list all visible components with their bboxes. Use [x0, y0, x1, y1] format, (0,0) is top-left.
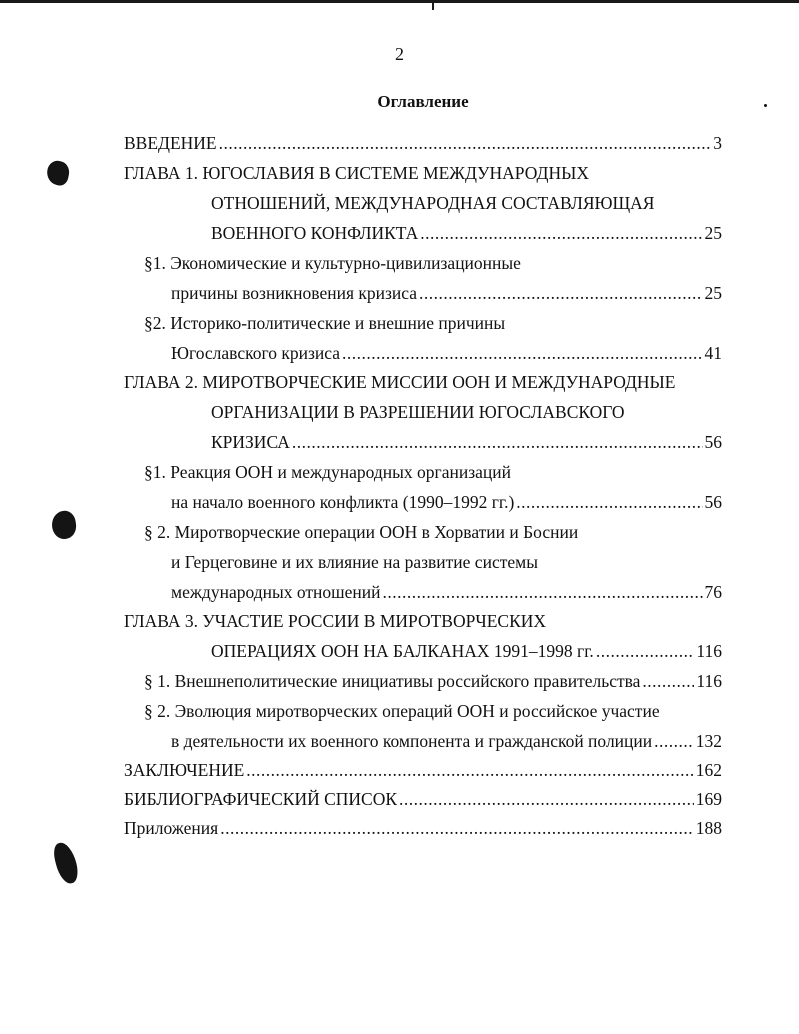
toc-leader	[211, 427, 722, 457]
toc-leader	[171, 487, 722, 517]
toc-chapter-1-line-1	[0, 158, 799, 188]
toc-entry-title: ГЛАВА 3. УЧАСТИЕ РОССИИ В МИРОТВОРЧЕСКИХ	[124, 611, 547, 631]
toc-entry-title: Югославского кризиса	[171, 343, 340, 363]
toc-entry-title: в деятельности их военного компонента и гражданской полиции	[171, 731, 653, 751]
toc-entry-title: ВВЕДЕНИЕ	[124, 133, 217, 153]
dot-leader	[419, 278, 702, 308]
toc-entry-title: и Герцеговине и их влияние на развитие системы	[171, 552, 538, 572]
toc-page-number: 116	[696, 641, 722, 661]
toc-page-number: 116	[696, 671, 722, 691]
toc-entry-title: ОРГАНИЗАЦИИ В РАЗРЕШЕНИИ ЮГОСЛАВСКОГО	[211, 402, 625, 422]
toc-leader	[171, 338, 722, 368]
toc-section-1-2-line-2	[0, 338, 799, 368]
toc-page-number: 25	[704, 283, 722, 303]
page-number: 2	[395, 44, 404, 64]
toc-chapter-3-line-2	[0, 636, 799, 666]
toc-leader	[144, 666, 722, 696]
toc-entry-bibliography	[0, 784, 799, 814]
scan-top-edge	[0, 0, 799, 3]
toc-section-2-1-line-2	[0, 487, 799, 517]
dot-leader	[516, 487, 702, 517]
toc-leader	[124, 755, 722, 785]
toc-entry-title: ОПЕРАЦИЯХ ООН НА БАЛКАНАХ 1991–1998 гг.	[211, 641, 594, 661]
toc-page-number: 56	[704, 492, 722, 512]
dot-leader	[342, 338, 703, 368]
toc-chapter-2-line-2	[0, 397, 799, 427]
toc-leader	[171, 577, 722, 607]
toc-entry-title: ГЛАВА 2. МИРОТВОРЧЕСКИЕ МИССИИ ООН И МЕЖДУНАРОДНЫЕ	[124, 372, 676, 392]
toc-chapter-2-line-1	[0, 367, 799, 397]
toc-page-number: 169	[695, 789, 722, 809]
toc-entry-title: § 2. Миротворческие операции ООН в Хорватии и Боснии	[144, 522, 579, 542]
toc-section-1-1-line-1	[0, 248, 799, 278]
toc-entry-title: ВОЕННОГО КОНФЛИКТА	[211, 223, 419, 243]
toc-section-3-2-line-1	[0, 696, 799, 726]
toc-page-number: 3	[713, 133, 722, 153]
toc-section-1-1-line-2	[0, 278, 799, 308]
toc-chapter-1-line-3	[0, 218, 799, 248]
toc-section-1-2-line-1	[0, 308, 799, 338]
toc-chapter-3-line-1	[0, 606, 799, 636]
toc-leader	[171, 278, 722, 308]
toc-leader	[171, 726, 722, 756]
toc-entry-title: на начало военного конфликта (1990–1992 гг.)	[171, 492, 515, 512]
dot-leader	[219, 128, 712, 158]
dot-leader	[383, 577, 703, 607]
toc-chapter-2-line-3	[0, 427, 799, 457]
binder-hole-mark	[51, 840, 81, 886]
toc-entry-title: ЗАКЛЮЧЕНИЕ	[124, 760, 245, 780]
toc-entry-title: БИБЛИОГРАФИЧЕСКИЙ СПИСОК	[124, 789, 398, 809]
toc-section-3-1	[0, 666, 799, 696]
scan-dust-mark	[764, 104, 767, 107]
dot-leader	[292, 427, 703, 457]
dot-leader	[420, 218, 702, 248]
toc-entry-title: § 1. Внешнеполитические инициативы российского правительства	[144, 671, 641, 691]
toc-entry-title: международных отношений	[171, 582, 381, 602]
toc-entry-title: §1. Экономические и культурно-цивилизационные	[144, 253, 521, 273]
dot-leader	[220, 813, 694, 843]
toc-section-2-2-line-3	[0, 577, 799, 607]
toc-section-2-1-line-1	[0, 457, 799, 487]
toc-entry-conclusion	[0, 755, 799, 785]
toc-page-number: 76	[704, 582, 722, 602]
dot-leader	[654, 726, 694, 756]
toc-entry-intro	[0, 128, 799, 158]
dot-leader	[596, 636, 695, 666]
toc-section-2-2-line-2	[0, 547, 799, 577]
toc-section-3-2-line-2	[0, 726, 799, 756]
dot-leader	[246, 755, 693, 785]
toc-entry-appendix	[0, 813, 799, 843]
toc-heading: Оглавление	[377, 92, 469, 111]
toc-leader	[124, 813, 722, 843]
toc-page-number: 56	[704, 432, 722, 452]
toc-entry-title: §1. Реакция ООН и международных организаций	[144, 462, 512, 482]
toc-section-2-2-line-1	[0, 517, 799, 547]
toc-leader	[124, 128, 722, 158]
dot-leader	[642, 666, 694, 696]
toc-entry-title: ГЛАВА 1. ЮГОСЛАВИЯ В СИСТЕМЕ МЕЖДУНАРОДНЫХ	[124, 163, 589, 183]
toc-entry-title: Приложения	[124, 818, 219, 838]
toc-leader	[124, 784, 722, 814]
toc-page-number: 25	[704, 223, 722, 243]
toc-page-number: 132	[695, 731, 722, 751]
toc-entry-title: §2. Историко-политические и внешние причины	[144, 313, 506, 333]
toc-chapter-1-line-2	[0, 188, 799, 218]
toc-page-number: 41	[704, 343, 722, 363]
toc-page-number: 188	[695, 818, 722, 838]
scan-edge-mark	[432, 0, 434, 10]
toc-entry-title: ОТНОШЕНИЙ, МЕЖДУНАРОДНАЯ СОСТАВЛЯЮЩАЯ	[211, 193, 655, 213]
dot-leader	[399, 784, 694, 814]
toc-leader	[211, 218, 722, 248]
toc-entry-title: причины возникновения кризиса	[171, 283, 418, 303]
toc-entry-title: § 2. Эволюция миротворческих операций ООН и российское участие	[144, 701, 660, 721]
toc-page-number: 162	[695, 760, 722, 780]
toc-leader	[211, 636, 722, 666]
toc-entry-title: КРИЗИСА	[211, 432, 290, 452]
